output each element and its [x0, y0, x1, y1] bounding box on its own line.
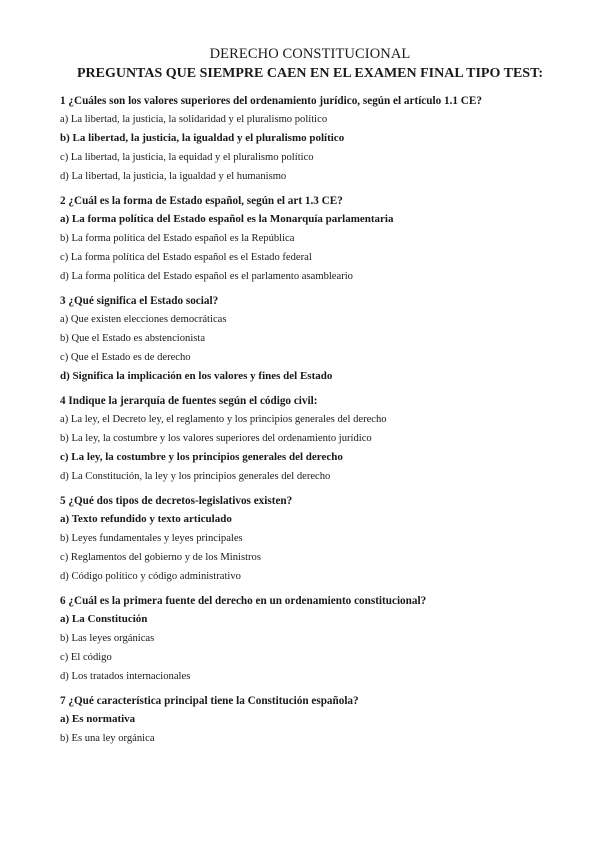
answer-option-correct: a) Es normativa	[60, 713, 136, 725]
question-text: 4 Indique la jerarquía de fuentes según el código civil:	[60, 395, 318, 407]
question-block	[60, 593, 560, 684]
answer-option-correct: c) La ley, la costumbre y los principios generales del derecho	[60, 451, 343, 463]
question-text: 1 ¿Cuáles son los valores superiores del ordenamiento jurídico, según el artículo 1.1 CE?	[60, 95, 482, 107]
answer-option: d) La libertad, la justicia, la igualdad y el humanismo	[60, 171, 287, 182]
question-block	[60, 693, 560, 746]
question-text: 7 ¿Qué característica principal tiene la Constitución española?	[60, 695, 359, 707]
question-list	[60, 93, 560, 746]
answer-option: b) Las leyes orgánicas	[60, 633, 155, 644]
question-block	[60, 393, 560, 484]
question-text: 3 ¿Qué significa el Estado social?	[60, 295, 219, 307]
answer-option: d) Los tratados internacionales	[60, 671, 191, 682]
answer-option-correct: a) La Constitución	[60, 613, 148, 625]
answer-option: c) Reglamentos del gobierno y de los Ministros	[60, 552, 261, 563]
question-text: 2 ¿Cuál es la forma de Estado español, según el art 1.3 CE?	[60, 195, 343, 207]
answer-option: d) Código político y código administrativo	[60, 571, 241, 582]
answer-option: b) Es una ley orgánica	[60, 733, 155, 744]
document-title: DERECHO CONSTITUCIONAL	[209, 46, 411, 62]
answer-option: a) La libertad, la justicia, la solidaridad y el pluralismo político	[60, 114, 328, 125]
document-subtitle: PREGUNTAS QUE SIEMPRE CAEN EN EL EXAMEN FINAL TIPO TEST:	[76, 66, 544, 81]
answer-option: c) La libertad, la justicia, la equidad y el pluralismo político	[60, 152, 314, 163]
answer-option-correct: a) La forma política del Estado español es la Monarquía parlamentaria	[60, 213, 394, 225]
answer-option-correct: b) La libertad, la justicia, la igualdad y el pluralismo político	[60, 132, 345, 144]
answer-option: d) La Constitución, la ley y los principios generales del derecho	[60, 471, 331, 482]
answer-option-correct: d) Significa la implicación en los valores y fines del Estado	[60, 370, 333, 382]
answer-option: a) Que existen elecciones democráticas	[60, 314, 227, 325]
answer-option-correct: a) Texto refundido y texto articulado	[60, 513, 232, 525]
question-block	[60, 493, 560, 584]
answer-option: c) La forma política del Estado español es el Estado federal	[60, 252, 312, 263]
answer-option: c) Que el Estado es de derecho	[60, 352, 191, 363]
answer-option: a) La ley, el Decreto ley, el reglamento y los principios generales del derecho	[60, 414, 387, 425]
question-block	[60, 93, 560, 184]
answer-option: b) La forma política del Estado español es la República	[60, 233, 295, 244]
answer-option: d) La forma política del Estado español es el parlamento asambleario	[60, 271, 353, 282]
question-block	[60, 293, 560, 384]
answer-option: b) Que el Estado es abstencionista	[60, 333, 206, 344]
answer-option: c) El código	[60, 652, 112, 663]
question-text: 5 ¿Qué dos tipos de decretos-legislativos existen?	[60, 495, 293, 507]
question-block	[60, 193, 560, 284]
answer-option: b) Leyes fundamentales y leyes principales	[60, 533, 243, 544]
question-text: 6 ¿Cuál es la primera fuente del derecho en un ordenamiento constitucional?	[60, 595, 427, 607]
answer-option: b) La ley, la costumbre y los valores superiores del ordenamiento jurídico	[60, 433, 372, 444]
